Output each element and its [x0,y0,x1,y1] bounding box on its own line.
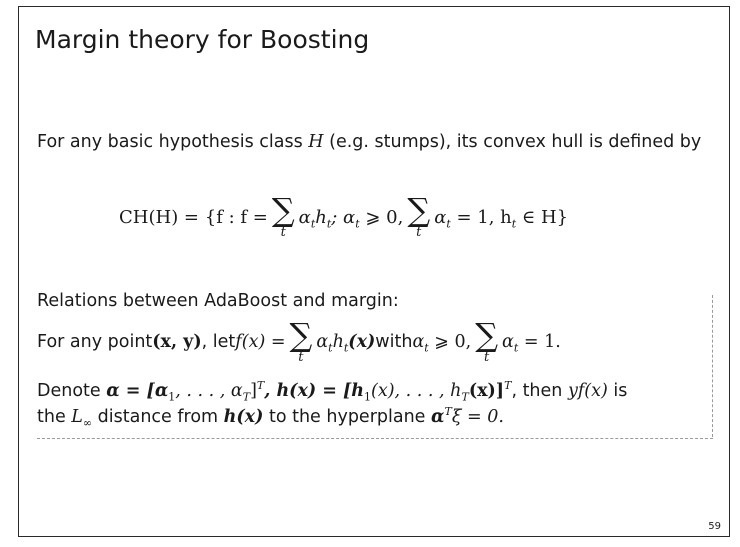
ch-term1 [299,200,404,231]
line1-fx: f(x) = [235,332,286,352]
relations-frame-bottom-edge [37,438,713,439]
ch-cond1: ; α [331,207,356,228]
line2-yfx: yf(x) [567,380,608,401]
ch-term2-alpha: α [434,207,447,228]
intro-paragraph [37,129,707,156]
line3-hx: h(x) [223,406,264,427]
intro-text-before: For any basic hypothesis class [37,132,309,152]
sigma-glyph: ∑ [475,316,499,354]
h-vec-subT: T [461,390,469,404]
ch-term1-alpha: α [298,207,311,228]
line1-term-alpha: α [316,332,329,352]
line1-sum-index-1: t [298,350,304,365]
ch-term1-h: h [315,207,327,228]
relations-frame-right-edge [712,295,713,437]
line2-denote: Denote [37,380,107,401]
sum-index-1: t [280,225,286,240]
line2-alpha-vec [106,379,512,404]
ch-term1-alpha-sub: t [310,217,316,231]
hyperplane-sup: T [444,405,452,418]
line1-cond2 [502,325,561,355]
line1-cond2-end: = 1. [518,332,561,352]
line1-term-alpha-sub: t [328,341,333,355]
h-vec-sub1: 1 [364,390,372,404]
slide [18,6,730,537]
hypothesis-class-symbol: H [308,132,324,152]
relations-line-1 [37,316,561,371]
page-number: 59 [708,521,721,532]
line1-sum-1 [289,316,313,365]
ch-term2-rest-sub: t [511,217,517,231]
line1-cond [412,325,471,355]
line3-linf: L [71,406,83,427]
sum-index-2: t [416,225,422,240]
line2-then: , then [511,380,568,401]
ch-term1-h-sub: t [326,217,332,231]
line3-the: the [37,406,72,427]
convex-hull-equation [119,191,569,246]
line1-prefix: For any point [37,332,153,352]
slide-title: Margin theory for Boosting [35,25,370,54]
line1-point: (x, y) [152,332,202,352]
alpha-vec-subT: T [242,390,251,404]
relations-heading: Relations between AdaBoost and margin: [37,291,399,311]
line1-cond-rel: ⩾ 0, [428,332,472,352]
line3-to: to the hyperplane [263,406,431,427]
line1-sum-index-2: t [483,350,490,365]
line1-term [316,325,375,355]
alpha-vec-end: ] [250,380,257,401]
h-vec: , h(x) = [h [264,380,365,401]
line1-term-h-sub: t [343,341,349,355]
line1-term-h: h [332,332,344,352]
line1-mid: , let [201,332,236,352]
intro-text-after: (e.g. stumps), its convex hull is defined by [323,132,702,152]
line1-cond-sub: t [424,341,429,355]
h-vec-mid: (x), . . . , h [371,380,462,401]
ch-term2-rest: = 1, h [450,207,512,228]
h-vec-sup: T [504,379,512,392]
ch-term2-alpha-sub: t [446,217,451,231]
line1-term-arg: (x) [348,332,376,352]
alpha-vec-sub1: 1 [168,390,176,404]
sum-symbol-2 [407,191,431,240]
line1-sum-2 [475,316,499,365]
ch-cond1-rel: ⩾ 0, [359,207,404,228]
alpha-vec-mid: , . . . , α [175,380,243,401]
relations-line-2 [37,379,627,403]
line3-hyperplane [431,407,504,427]
alpha-vec: α = [α [106,380,169,401]
line1-cond2-sub: t [513,341,519,355]
line1-with: with [375,332,413,352]
ch-cond1-sub: t [355,217,360,231]
h-vec-end: (x)] [468,380,505,401]
line3-distance: distance from [92,406,224,427]
sigma-glyph: ∑ [407,191,431,229]
hyperplane-alpha: α [431,406,445,427]
ch-term2-end: ∈ H} [516,207,569,228]
sum-symbol-1 [271,191,295,240]
sigma-glyph: ∑ [289,316,313,354]
ch-lhs: CH(H) = {f : f = [119,207,268,228]
line2-is: is [607,380,628,401]
relations-line-3 [37,405,504,429]
line3-linf-sub: ∞ [82,416,93,430]
alpha-vec-sup: T [256,379,265,392]
line1-cond-alpha: α [412,332,425,352]
ch-term2 [434,200,568,231]
hyperplane-end: ξ = 0. [451,406,504,427]
line1-cond2-alpha: α [502,332,514,352]
sigma-glyph: ∑ [271,191,295,229]
